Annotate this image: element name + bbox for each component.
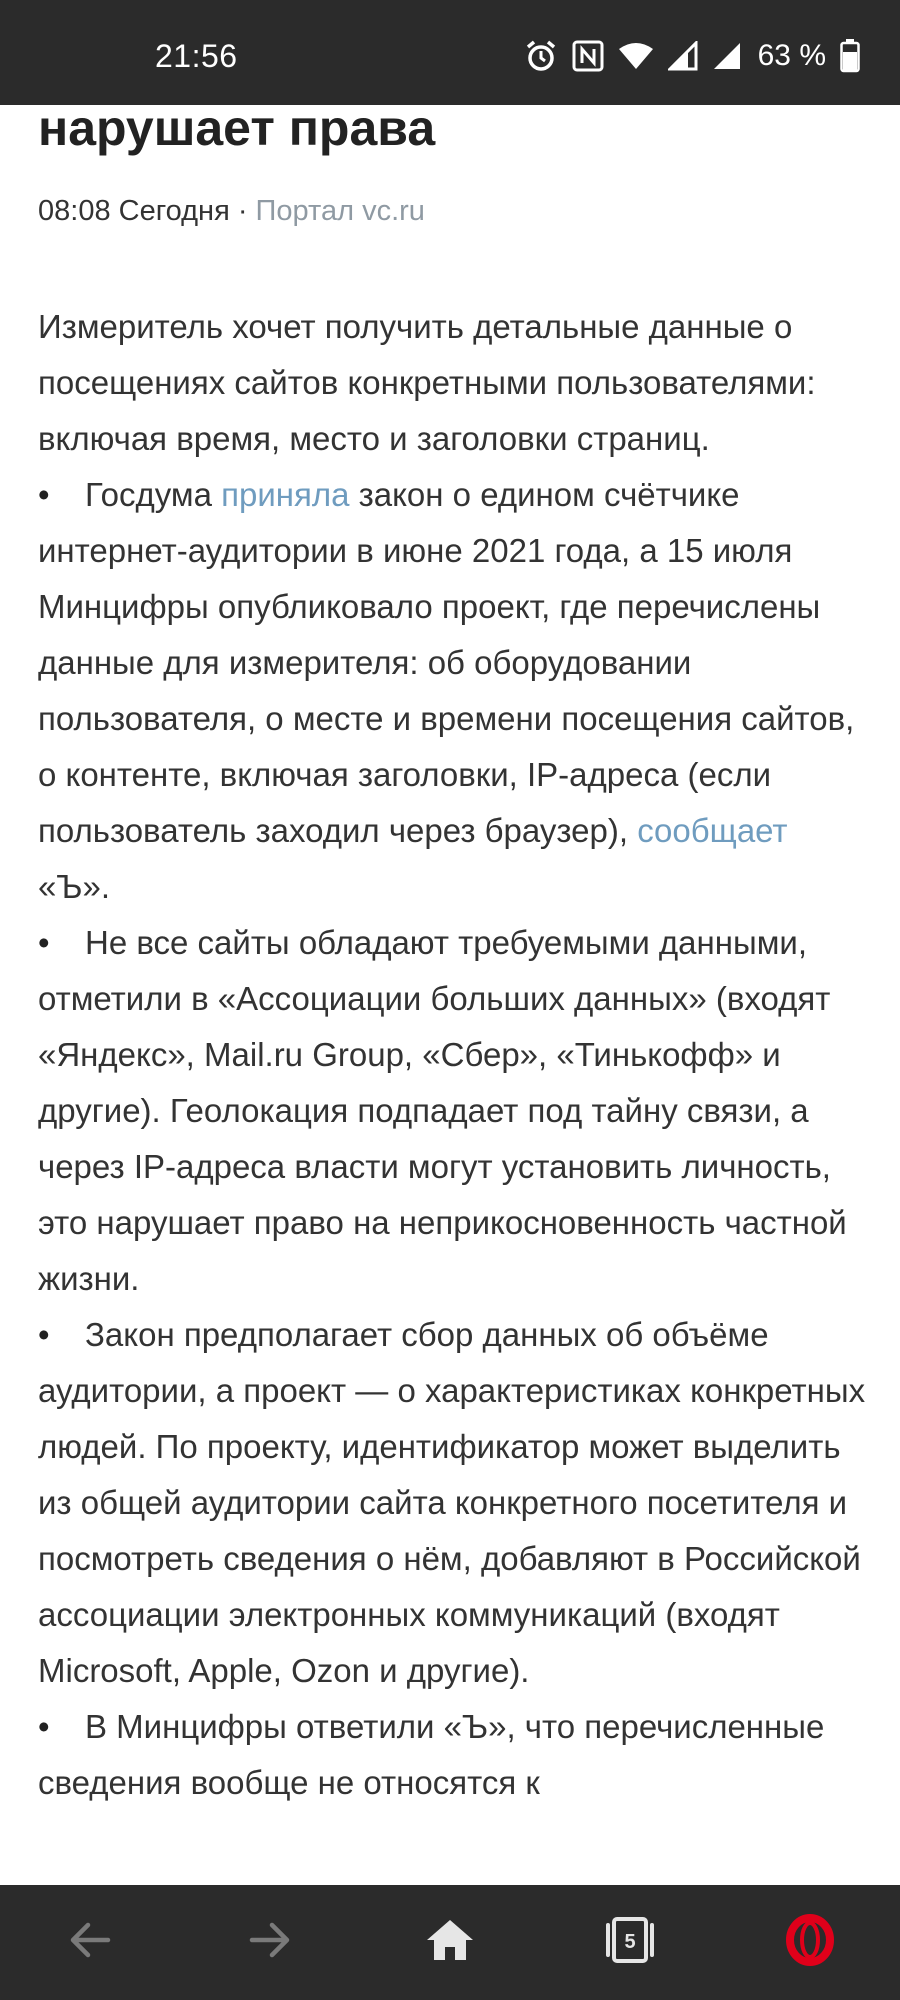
wifi-icon (618, 41, 654, 71)
battery-icon (840, 39, 860, 73)
forward-button[interactable] (215, 1885, 325, 2000)
list-item: • В Минцифры ответили «Ъ», что перечисленные сведения вообще не относятся к (38, 1699, 868, 1811)
content-fade (0, 1840, 900, 1885)
list-item: • Закон предполагает сбор данных об объёме аудитории, а проект — о характеристиках конкретных людей. По проекту, идентификатор может выделить из общей аудитории сайта конкретного посетителя и посмотреть сведения о нём, добавляют в Российской ассоциации электронных коммуникаций (входят Microsoft, Apple, Ozon и другие). (38, 1307, 868, 1699)
nfc-icon (572, 40, 604, 72)
signal-icon (712, 41, 742, 71)
link-prinyala[interactable]: приняла (221, 476, 350, 513)
link-soobshaet[interactable]: сообщает (637, 812, 788, 849)
status-time: 21:56 (155, 38, 238, 74)
bottom-navigation-bar (0, 1885, 900, 2000)
battery-percent: 63 % (757, 39, 826, 72)
home-icon (425, 1918, 475, 1967)
back-arrow-icon (68, 1920, 112, 1965)
signal-icon (668, 41, 698, 71)
list-item: • Госдума приняла закон о едином счётчике интернет-аудитории в июне 2021 года, а 15 июля Минцифры опубликовало проект, где перечислены данные для измерителя: об оборудовании пользователя, о месте и времени посещения сайтов, о контенте, включая заголовки, IP-адреса (если пользователь заходил через браузер), сообщает «Ъ». (38, 467, 868, 915)
back-button[interactable] (35, 1885, 145, 2000)
bullet-list (38, 467, 868, 1811)
forward-arrow-icon (248, 1920, 292, 1965)
alarm-icon (524, 39, 558, 73)
article-meta (38, 195, 425, 228)
article-intro: Измеритель хочет получить детальные данные о посещениях сайтов конкретными пользователями: включая время, место и заголовки страниц. (38, 308, 816, 457)
opera-logo-icon (784, 1914, 836, 1971)
opera-menu-button[interactable] (755, 1885, 865, 2000)
home-button[interactable] (395, 1885, 505, 2000)
article-title: нарушает права (38, 105, 436, 156)
status-bar (0, 0, 900, 105)
status-icons (524, 36, 860, 76)
article-body (38, 299, 868, 1811)
source-link[interactable]: Портал vc.ru (255, 195, 425, 227)
article-content (38, 105, 868, 1885)
list-item: • Не все сайты обладают требуемыми данными, отметили в «Ассоциации больших данных» (входят «Яндекс», Mail.ru Group, «Сбер», «Тинькофф» и другие). Геолокация подпадает под тайну связи, а через IP-адреса власти могут установить личность, это нарушает право на неприкосновенность частной жизни. (38, 915, 868, 1307)
publish-time: 08:08 Сегодня · (38, 195, 256, 227)
tab-count: 5 (624, 1931, 636, 1953)
tabs-button[interactable] (575, 1885, 685, 2000)
